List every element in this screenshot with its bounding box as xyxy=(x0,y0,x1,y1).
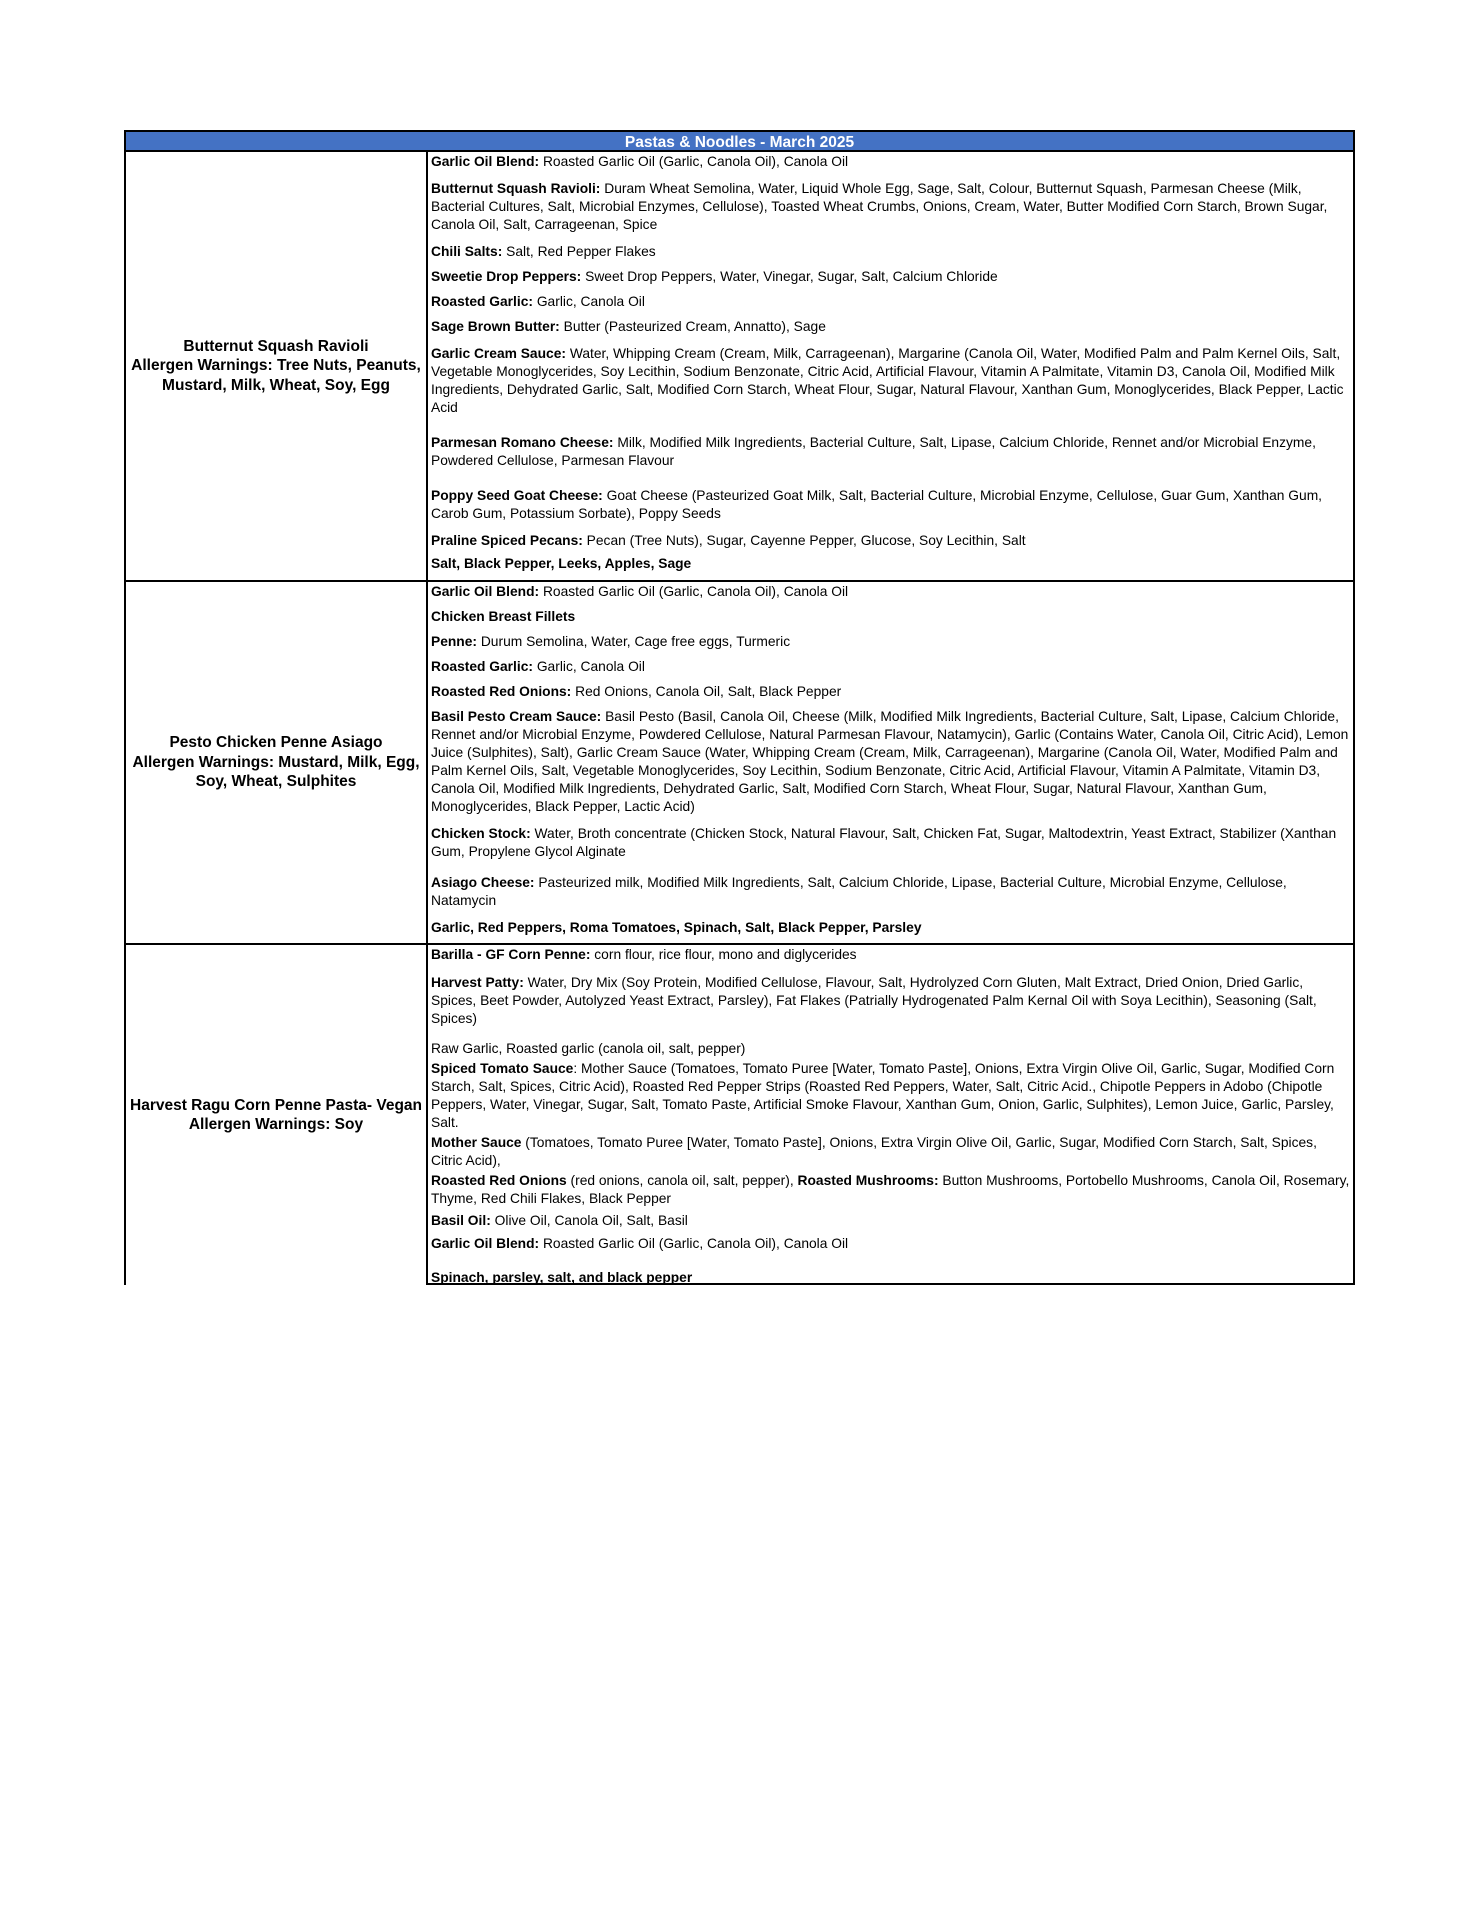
ingredient-item: Barilla - GF Corn Penne: corn flour, rice flour, mono and diglycerides xyxy=(431,947,857,962)
ingredient-item: Basil Oil: Olive Oil, Canola Oil, Salt, Basil xyxy=(431,1213,688,1228)
ingredient-list xyxy=(428,152,1353,580)
ingredient-item: Mother Sauce (Tomatoes, Tomato Puree [Water, Tomato Paste], Onions, Extra Virgin Olive Oil, Garlic, Sugar, Modified Corn Starch, Salt, Spices, Citric Acid), xyxy=(431,1135,1317,1168)
ingredient-item: Sweetie Drop Peppers: Sweet Drop Peppers, Water, Vinegar, Sugar, Salt, Calcium Chloride xyxy=(431,269,998,284)
ingredient-list xyxy=(428,945,1355,1285)
dish-name-cell xyxy=(126,582,428,943)
allergen-warnings: Allergen Warnings: Soy xyxy=(188,1116,364,1133)
dish-name: Butternut Squash Ravioli xyxy=(183,337,369,355)
ingredient-item: Raw Garlic, Roasted garlic (canola oil, salt, pepper) xyxy=(431,1041,746,1056)
ingredient-item: Garlic, Red Peppers, Roma Tomatoes, Spinach, Salt, Black Pepper, Parsley xyxy=(431,920,922,935)
ingredient-item: Chili Salts: Salt, Red Pepper Flakes xyxy=(431,244,656,259)
ingredient-item: Poppy Seed Goat Cheese: Goat Cheese (Pasteurized Goat Milk, Salt, Bacterial Culture, Microbial Enzyme, Cellulose, Guar Gum, Xanthan Gum, Carob Gum, Potassium Sorbate), Poppy Seeds xyxy=(431,488,1323,521)
ingredient-item: Garlic Oil Blend: Roasted Garlic Oil (Garlic, Canola Oil), Canola Oil xyxy=(431,154,849,169)
dish-name-cell xyxy=(126,945,428,1285)
ingredient-item: Garlic Cream Sauce: Water, Whipping Cream (Cream, Milk, Carrageenan), Margarine (Canola Oil, Water, Modified Palm and Palm Kernel Oils, Salt, Vegetable Monoglycerides, Soy Lecithin, Sodium Benzonate, Citric Acid, Artificial Flavour, Vitamin A Palmitate, Vitamin D3, Canola Oil, Modified Milk Ingredients, Dehydrated Garlic, Salt, Modified Corn Starch, Wheat Flour, Sugar, Natural Flavour, Xanthan Gum, Monoglycerides, Black Pepper, Lactic Acid xyxy=(431,346,1344,415)
ingredient-item: Roasted Red Onions (red onions, canola oil, salt, pepper), Roasted Mushrooms: Button Mushrooms, Portobello Mushrooms, Canola Oil, Rosemary, Thyme, Red Chili Flakes, Black Pepper xyxy=(431,1173,1350,1206)
ingredient-item: Garlic Oil Blend: Roasted Garlic Oil (Garlic, Canola Oil), Canola Oil xyxy=(431,584,849,599)
ingredient-item: Parmesan Romano Cheese: Milk, Modified Milk Ingredients, Bacterial Culture, Salt, Lipase, Calcium Chloride, Rennet and/or Microbial Enzyme, Powdered Cellulose, Parmesan Flavour xyxy=(431,435,1316,468)
ingredient-item: Harvest Patty: Water, Dry Mix (Soy Protein, Modified Cellulose, Flavour, Salt, Hydrolyzed Corn Gluten, Malt Extract, Dried Onion, Dried Garlic, Spices, Beet Powder, Autolyzed Yeast Extract, Parsley), Fat Flakes (Patrially Hydrogenated Palm Kernal Oil with Soya Lecithin), Seasoning (Salt, Spices) xyxy=(431,975,1317,1026)
sheet-title: Pastas & Noodles - March 2025 xyxy=(124,130,1355,152)
ingredient-item: Spiced Tomato Sauce: Mother Sauce (Tomatoes, Tomato Puree [Water, Tomato Paste], Onions, Extra Virgin Olive Oil, Garlic, Sugar, Modified Corn Starch, Salt, Spices, Citric Acid), Roasted Red Pepper Strips (Roasted Red Peppers, Water, Salt, Citric Acid., Chipotle Peppers in Adobo (Chipotle Peppers, Water, Vinegar, Sugar, Salt, Tomato Paste, Artificial Smoke Flavour, Xanthan Gum, Onion, Garlic, Sulphites), Lemon Juice, Garlic, Parsley, Salt. xyxy=(431,1061,1335,1130)
ingredient-item: Roasted Red Onions: Red Onions, Canola Oil, Salt, Black Pepper xyxy=(431,684,842,699)
ingredient-item: Roasted Garlic: Garlic, Canola Oil xyxy=(431,659,645,674)
ingredient-item: Basil Pesto Cream Sauce: Basil Pesto (Basil, Canola Oil, Cheese (Milk, Modified Milk Ingredients, Bacterial Culture, Salt, Lipase, Calcium Chloride, Rennet and/or Microbial Enzyme, Powdered Cellulose, Natural Parmesan Flavour, Natamycin), Garlic (Contains Water, Canola Oil, Citric Acid), Lemon Juice (Sulphites), Salt), Garlic Cream Sauce (Water, Whipping Cream (Cream, Milk, Carrageenan), Margarine (Canola Oil, Water, Modified Palm and Palm Kernel Oils, Salt, Vegetable Monoglycerides, Soy Lecithin, Sodium Benzonate, Citric Acid, Artificial Flavour, Vitamin A Palmitate, Vitamin D3, Canola Oil, Modified Milk Ingredients, Dehydrated Garlic, Salt, Modified Corn Starch, Wheat Flour, Sugar, Natural Flavour, Xanthan Gum, Monoglycerides, Black Pepper, Lactic Acid) xyxy=(431,709,1349,814)
ingredient-item: Asiago Cheese: Pasteurized milk, Modified Milk Ingredients, Salt, Calcium Chloride, Lipase, Bacterial Culture, Microbial Enzyme, Cellulose, Natamycin xyxy=(431,875,1287,908)
dish-name: Harvest Ragu Corn Penne Pasta- Vegan xyxy=(130,1096,423,1114)
ingredient-item: Butternut Squash Ravioli: Duram Wheat Semolina, Water, Liquid Whole Egg, Sage, Salt, Colour, Butternut Squash, Parmesan Cheese (Milk, Bacterial Cultures, Salt, Microbial Enzymes, Cellulose), Toasted Wheat Crumbs, Onions, Cream, Water, Butter Modified Corn Starch, Brown Sugar, Canola Oil, Salt, Carrageenan, Spice xyxy=(431,181,1328,232)
ingredient-item: Roasted Garlic: Garlic, Canola Oil xyxy=(431,294,645,309)
allergen-warnings: Allergen Warnings: Tree Nuts, Peanuts, Mustard, Milk, Wheat, Soy, Egg xyxy=(131,357,421,394)
ingredient-item: Spinach, parsley, salt, and black pepper xyxy=(431,1270,693,1285)
ingredient-item: Salt, Black Pepper, Leeks, Apples, Sage xyxy=(431,556,692,571)
allergen-sheet xyxy=(124,130,1355,1285)
ingredient-list xyxy=(428,582,1353,943)
dish-row xyxy=(124,945,1355,1285)
ingredient-item: Sage Brown Butter: Butter (Pasteurized Cream, Annatto), Sage xyxy=(431,319,826,334)
ingredient-item: Chicken Stock: Water, Broth concentrate (Chicken Stock, Natural Flavour, Salt, Chicken Fat, Sugar, Maltodextrin, Yeast Extract, Stabilizer (Xanthan Gum, Propylene Glycol Alginate xyxy=(431,826,1337,859)
allergen-warnings: Allergen Warnings: Mustard, Milk, Egg, Soy, Wheat, Sulphites xyxy=(132,753,420,791)
dish-name: Pesto Chicken Penne Asiago xyxy=(169,734,383,752)
dish-row xyxy=(124,152,1355,582)
ingredient-item: Praline Spiced Pecans: Pecan (Tree Nuts), Sugar, Cayenne Pepper, Glucose, Soy Lecithin, Salt xyxy=(431,533,1026,548)
dish-name-cell xyxy=(126,152,428,580)
ingredient-item: Garlic Oil Blend: Roasted Garlic Oil (Garlic, Canola Oil), Canola Oil xyxy=(431,1236,849,1251)
dish-row xyxy=(124,582,1355,945)
ingredient-item: Penne: Durum Semolina, Water, Cage free eggs, Turmeric xyxy=(431,634,791,649)
ingredient-item: Chicken Breast Fillets xyxy=(431,609,576,624)
